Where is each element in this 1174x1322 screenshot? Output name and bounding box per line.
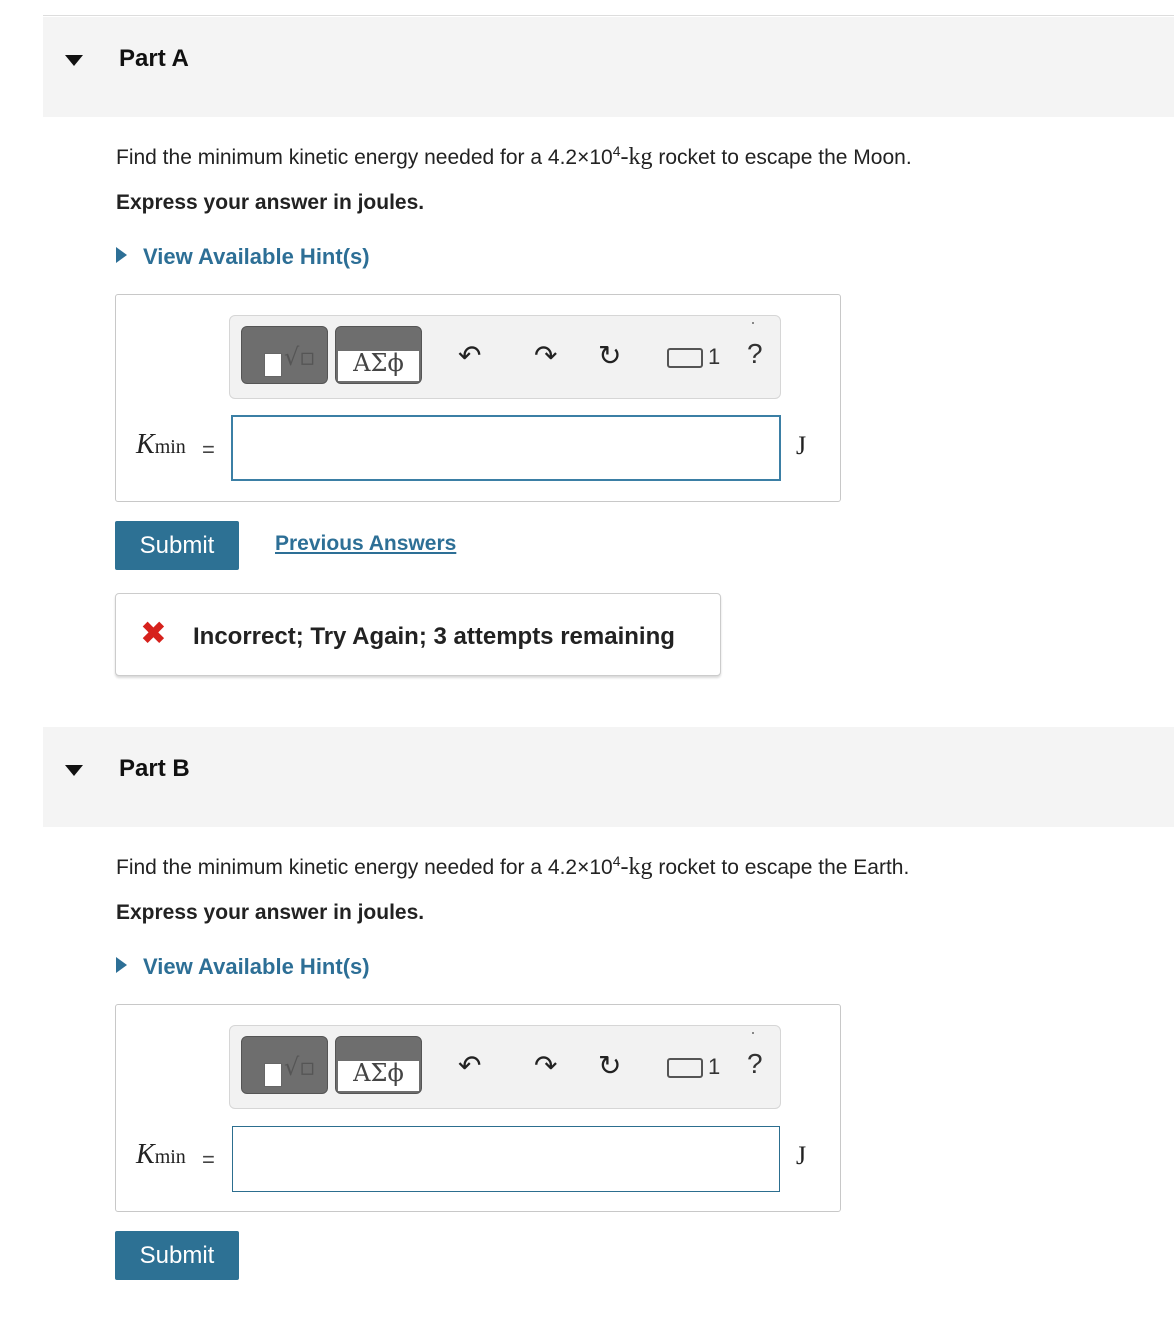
greek-letters-button[interactable]: [335, 1036, 422, 1094]
question-text-end: rocket to escape the Earth.: [652, 856, 910, 879]
question-exponent: 4: [612, 143, 621, 159]
part-b-question: [116, 853, 909, 881]
answer-input[interactable]: [231, 415, 781, 481]
collapse-triangle-icon[interactable]: [65, 765, 83, 776]
answer-input[interactable]: [232, 1126, 780, 1192]
help-icon[interactable]: ?: [747, 1048, 763, 1079]
part-a-instruction: Express your answer in joules.: [116, 191, 425, 214]
unit-label: J: [796, 431, 807, 460]
greek-letters-icon: ΑΣϕ: [353, 1059, 404, 1087]
question-text-end: rocket to escape the Moon.: [652, 146, 912, 169]
equals-sign: =: [202, 437, 215, 462]
hint-label: View Available Hint(s): [143, 244, 370, 269]
incorrect-x-icon: ✖: [140, 615, 167, 651]
question-text: Find the minimum kinetic energy needed for a 4.2×10: [116, 146, 613, 169]
math-toolbar: [229, 1025, 781, 1109]
greek-letters-button[interactable]: [335, 326, 422, 384]
part-a-title: Part A: [119, 45, 189, 72]
templates-button[interactable]: [241, 1036, 328, 1094]
part-b-answer-box: [115, 1004, 841, 1212]
submit-button[interactable]: Submit: [115, 521, 239, 570]
part-a-question: [116, 143, 912, 171]
feedback-box: [115, 593, 721, 676]
templates-icon: [264, 1063, 282, 1087]
var-main: K: [136, 1139, 155, 1170]
toolbar-dot: [752, 322, 754, 324]
variable-label: [136, 1139, 186, 1171]
part-b-title: Part B: [119, 755, 190, 782]
top-divider: [43, 15, 1174, 16]
var-subscript: min: [154, 1146, 186, 1168]
reset-icon[interactable]: ↻: [598, 340, 622, 371]
greek-letters-icon: ΑΣϕ: [353, 349, 404, 377]
var-main: K: [136, 429, 155, 460]
keyboard-extra: 1: [708, 1054, 721, 1079]
question-text: Find the minimum kinetic energy needed for a 4.2×10: [116, 856, 613, 879]
submit-button[interactable]: Submit: [115, 1231, 239, 1280]
part-b-instruction: Express your answer in joules.: [116, 901, 425, 924]
part-b-header[interactable]: [43, 727, 1174, 827]
redo-icon[interactable]: ↷: [534, 1050, 558, 1081]
help-icon[interactable]: ?: [747, 338, 763, 369]
part-a-header[interactable]: [43, 17, 1174, 117]
undo-icon[interactable]: ↶: [458, 1050, 482, 1081]
unit-label: J: [796, 1141, 807, 1170]
question-exponent: 4: [612, 853, 621, 869]
toolbar-dot: [752, 1032, 754, 1034]
equals-sign: =: [202, 1147, 215, 1172]
hint-label: View Available Hint(s): [143, 954, 370, 979]
question-unit: -kg: [620, 854, 653, 880]
collapse-triangle-icon[interactable]: [65, 55, 83, 66]
feedback-message: Incorrect; Try Again; 3 attempts remaining: [193, 623, 675, 650]
keyboard-extra: 1: [708, 344, 721, 369]
keyboard-icon[interactable]: [667, 1058, 703, 1078]
undo-icon[interactable]: ↶: [458, 340, 482, 371]
templates-button[interactable]: [241, 326, 328, 384]
reset-icon[interactable]: ↻: [598, 1050, 622, 1081]
radical-icon: √▫: [284, 1053, 316, 1081]
keyboard-icon[interactable]: [667, 348, 703, 368]
question-unit: -kg: [620, 144, 653, 170]
redo-icon[interactable]: ↷: [534, 340, 558, 371]
expand-arrow-icon: [116, 247, 127, 263]
variable-label: [136, 429, 186, 461]
var-subscript: min: [154, 436, 186, 458]
radical-icon: √▫: [284, 343, 316, 371]
part-b-hint-toggle[interactable]: [116, 954, 370, 980]
previous-answers-link[interactable]: Previous Answers: [275, 532, 457, 555]
templates-icon: [264, 353, 282, 377]
part-a-hint-toggle[interactable]: [116, 244, 370, 270]
expand-arrow-icon: [116, 957, 127, 973]
part-a-answer-box: [115, 294, 841, 502]
math-toolbar: [229, 315, 781, 399]
